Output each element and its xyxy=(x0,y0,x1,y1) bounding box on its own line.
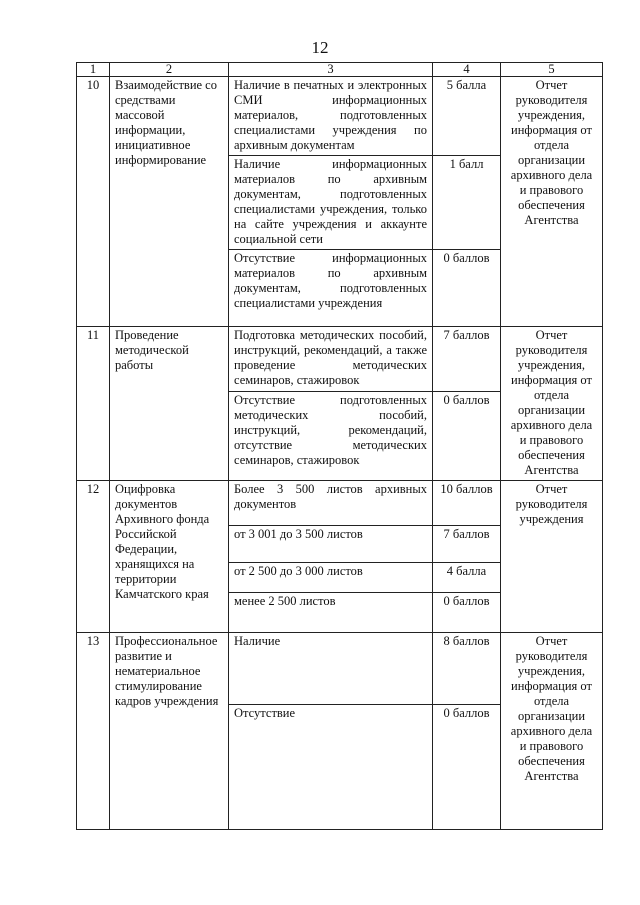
condition-text: менее 2 500 листов xyxy=(229,593,433,633)
score-cell: 10 баллов xyxy=(433,481,501,526)
confirmation-document: Отчет руководителя учреждения, информация от отдела организации архивного дела и правового обеспечения Агентства xyxy=(501,327,603,481)
score-cell: 4 балла xyxy=(433,563,501,593)
condition-text: от 2 500 до 3 000 листов xyxy=(229,563,433,593)
column-header: 4 xyxy=(433,63,501,77)
condition-text: Наличие xyxy=(229,633,433,705)
score-cell: 0 баллов xyxy=(433,705,501,830)
condition-text: Отсутствие подготовленных методических пособий, инструкций, рекомендаций, отсутствие методических семинаров, стажировок xyxy=(229,391,433,480)
criterion-name: Взаимодействие со средствами массовой информации, инициативное информирование xyxy=(110,77,229,327)
condition-text: от 3 001 до 3 500 листов xyxy=(229,526,433,563)
header-row xyxy=(77,63,603,77)
criterion-name: Оцифровка документов Архивного фонда Российской Федерации, хранящихся на территории Камчатского края xyxy=(110,481,229,633)
column-header: 1 xyxy=(77,63,110,77)
score-cell: 8 баллов xyxy=(433,633,501,705)
score-cell: 7 баллов xyxy=(433,526,501,563)
score-cell: 1 балл xyxy=(433,156,501,250)
condition-text: Отсутствие информационных материалов по архивным документам, подготовленных специалистами учреждения xyxy=(229,250,433,327)
table-row xyxy=(77,633,603,705)
criterion-number: 12 xyxy=(77,481,110,633)
table-row xyxy=(77,481,603,526)
confirmation-document: Отчет руководителя учреждения xyxy=(501,481,603,633)
condition-text: Более 3 500 листов архивных документов xyxy=(229,481,433,526)
column-header: 3 xyxy=(229,63,433,77)
condition-text: Подготовка методических пособий, инструкций, рекомендаций, а также проведение методических семинаров, стажировок xyxy=(229,327,433,392)
column-header: 5 xyxy=(501,63,603,77)
confirmation-document: Отчет руководителя учреждения, информация от отдела организации архивного дела и правового обеспечения Агентства xyxy=(501,633,603,830)
criteria-table xyxy=(76,62,603,830)
page-number: 12 xyxy=(311,38,329,57)
confirmation-document: Отчет руководителя учреждения, информация от отдела организации архивного дела и правового обеспечения Агентства xyxy=(501,77,603,327)
condition-text: Отсутствие xyxy=(229,705,433,830)
condition-text: Наличие информационных материалов по архивным документам, подготовленных специалистами учреждения, только на сайте учреждения и аккаунте социальной сети xyxy=(229,156,433,250)
criterion-number: 13 xyxy=(77,633,110,830)
table-row xyxy=(77,77,603,156)
column-header: 2 xyxy=(110,63,229,77)
criterion-number: 10 xyxy=(77,77,110,327)
score-cell: 0 баллов xyxy=(433,391,501,480)
criterion-name: Профессиональное развитие и нематериальное стимулирование кадров учреждения xyxy=(110,633,229,830)
table-row xyxy=(77,327,603,392)
criterion-number: 11 xyxy=(77,327,110,481)
score-cell: 5 балла xyxy=(433,77,501,156)
criterion-name: Проведение методической работы xyxy=(110,327,229,481)
condition-text: Наличие в печатных и электронных СМИ информационных материалов, подготовленных специалистами учреждения по архивным документам xyxy=(229,77,433,156)
score-cell: 0 баллов xyxy=(433,593,501,633)
score-cell: 0 баллов xyxy=(433,250,501,327)
score-cell: 7 баллов xyxy=(433,327,501,392)
